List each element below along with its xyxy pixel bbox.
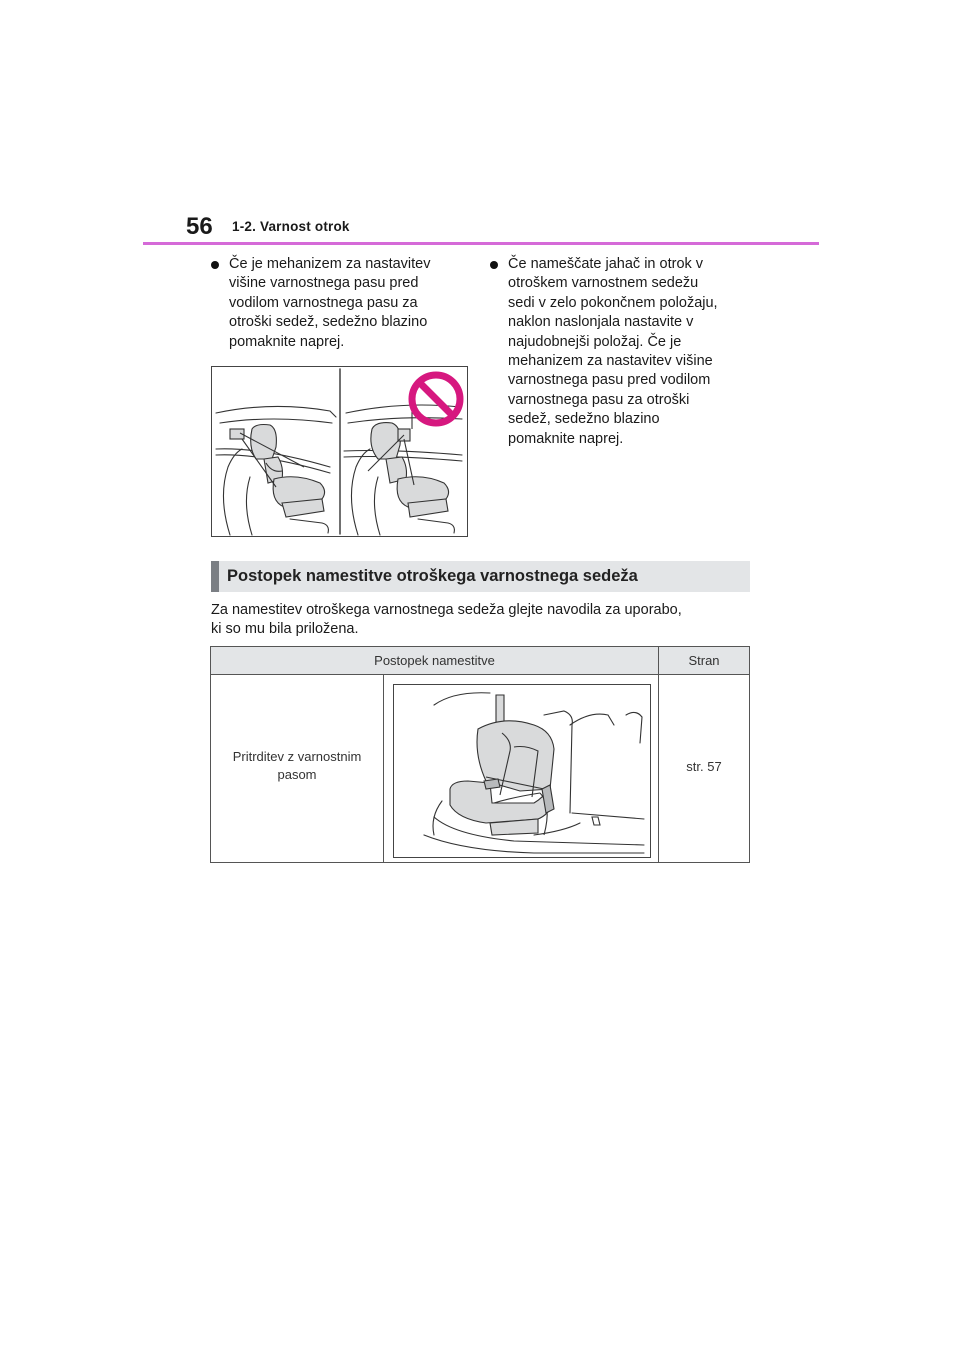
bullet-text: Če nameščate jahač in otrok v otroškem varnostnem sedežu sedi v zelo pokončnem položaju, naklon naslonjala nastavite v najudobnejši položaj. Če je mehanizem za nastavitev višine varnostnega pasu pred vodilom varnostnega pasu za otroški sedež, sedežno blazino pomaknite naprej.: [508, 256, 718, 447]
bullet-dot-icon: [211, 261, 219, 269]
installation-table: [210, 646, 750, 863]
prohibited-icon: [412, 375, 460, 423]
table-header-page: Stran: [688, 653, 720, 668]
seat-belt-installation-figure: [393, 684, 651, 858]
child-seat-illustration: [394, 685, 650, 857]
section-title-accent: [211, 561, 219, 592]
table-header-method: Postopek namestitve: [374, 653, 495, 668]
table-header-row: [211, 647, 749, 675]
table-cell-divider: [383, 674, 384, 862]
section-label: 1-2. Varnost otrok: [232, 219, 350, 234]
section-title-bar: [211, 561, 750, 592]
bullet-item-booster-position: [490, 255, 760, 449]
seat-cushion-comparison-figure: [211, 366, 468, 537]
section-title: Postopek namestitve otroškega varnostnega sedeža: [227, 567, 638, 585]
booster-seat-illustration: [212, 367, 467, 536]
page-number: 56: [186, 213, 213, 240]
bullet-dot-icon: [490, 261, 498, 269]
table-cell-method: Pritrditev z varnostnim pasom: [232, 749, 362, 782]
bullet-text: Če je mehanizem za nastavitev višine varnostnega pasu pred vodilom varnostnega pasu za otroški sedež, sedežno blazino pomaknite naprej.: [229, 256, 431, 350]
section-intro: Za namestitev otroškega varnostnega sedeža glejte navodila za uporabo, ki so mu bila priložena.: [211, 602, 682, 638]
table-column-divider: [658, 647, 659, 862]
header-divider: [143, 242, 819, 245]
bullet-item-seat-cushion: [211, 255, 471, 352]
table-cell-page: str. 57: [686, 759, 722, 774]
